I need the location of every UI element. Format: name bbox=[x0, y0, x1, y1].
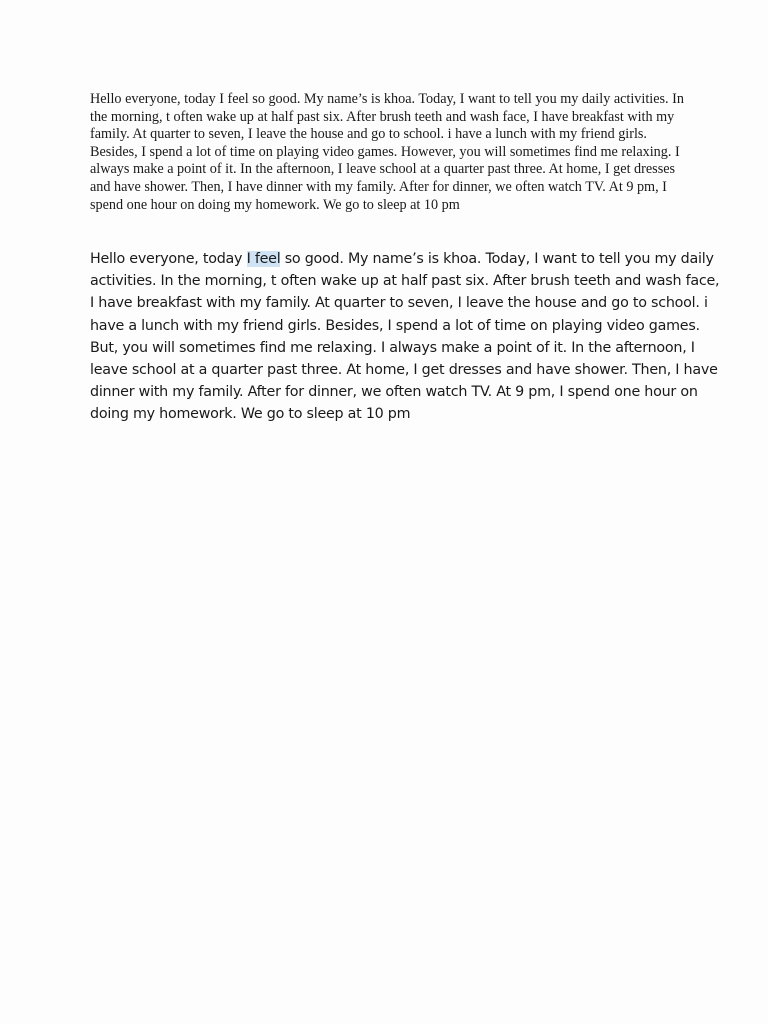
paragraph-line: Besides, I spend a lot of time on playing video games. However, you will sometimes find me relaxing. I bbox=[90, 143, 680, 160]
paragraph-line: have a lunch with my friend girls. Besides, I spend a lot of time on playing video games. bbox=[90, 317, 700, 334]
paragraph-line: But, you will sometimes find me relaxing. I always make a point of it. In the afternoon, I bbox=[90, 339, 695, 356]
paragraph-sans[interactable] bbox=[90, 248, 720, 426]
paragraph-line: family. At quarter to seven, I leave the house and go to school. i have a lunch with my friend girls. bbox=[90, 126, 647, 143]
paragraph-line: dinner with my family. After for dinner, we often watch TV. At 9 pm, I spend one hour on bbox=[90, 384, 698, 401]
paragraph-serif[interactable] bbox=[90, 91, 684, 214]
selected-text[interactable]: I feel bbox=[246, 251, 281, 267]
paragraph-line: Hello everyone, today I feel so good. My name’s is khoa. Today, I want to tell you my daily activities. In bbox=[90, 91, 684, 107]
paragraph-line: activities. In the morning, t often wake up at half past six. After brush teeth and wash face, bbox=[90, 273, 720, 290]
paragraph-line: I have breakfast with my family. At quarter to seven, I leave the house and go to school. i bbox=[90, 295, 708, 312]
paragraph-line: and have shower. Then, I have dinner with my family. After for dinner, we often watch TV. At 9 pm, I bbox=[90, 178, 667, 195]
paragraph-line: spend one hour on doing my homework. We go to sleep at 10 pm bbox=[90, 196, 460, 213]
text-after-selection: so good. My name’s is khoa. Today, I want to tell you my daily bbox=[280, 251, 714, 267]
paragraph-line: doing my homework. We go to sleep at 10 pm bbox=[90, 406, 411, 423]
text-before-selection: Hello everyone, today bbox=[90, 251, 247, 267]
paragraph-line: leave school at a quarter past three. At home, I get dresses and have shower. Then, I have bbox=[90, 362, 718, 379]
paragraph-line: the morning, t often wake up at half past six. After brush teeth and wash face, I have breakfast with my bbox=[90, 108, 675, 125]
paragraph-line-first bbox=[90, 248, 714, 270]
paragraph-line: always make a point of it. In the afternoon, I leave school at a quarter past three. At home, I get dresses bbox=[90, 161, 676, 178]
